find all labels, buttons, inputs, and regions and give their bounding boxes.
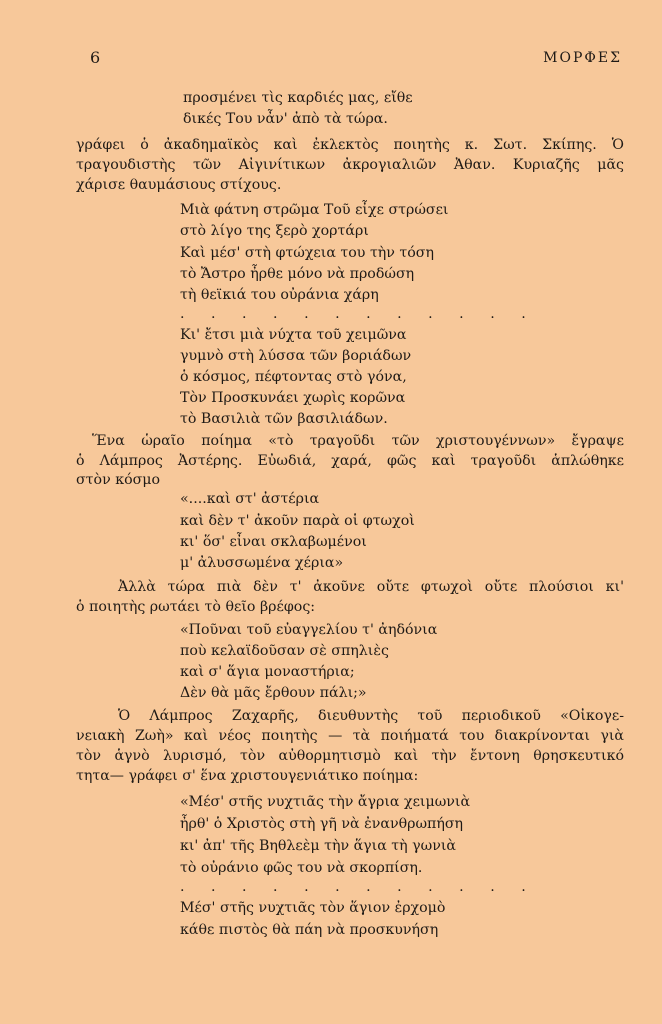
page-number: 6: [90, 48, 101, 67]
prose-line: Ὁ Λάμπρος Ζαχαρῆς, διευθυντὴς τοῦ περιοδικοῦ «Οἰκογε-: [118, 708, 624, 724]
verse-line: ὁ κόσμος, πέφτοντας στὸ γόνα,: [180, 369, 407, 385]
verse-line: κι' ἀπ' τῆς Βηθλεὲμ τὴν ἅγια τὴ γωνιὰ: [180, 838, 456, 854]
verse-line: Κι' ἔτσι μιὰ νύχτα τοῦ χειμῶνα: [180, 327, 407, 343]
verse-line: τὸ Ἄστρο ἦρθε μόνο νὰ προδώση: [180, 266, 415, 282]
verse-line: μ' ἀλυσσωμένα χέρια»: [180, 555, 344, 571]
page-header: [0, 48, 662, 70]
verse-line: καὶ δὲν τ' ἀκοῦν παρὰ οἱ φτωχοὶ: [180, 513, 415, 529]
verse-line: προσμένει τὶς καρδιές μας, εἴθε: [183, 90, 413, 106]
ellipsis-row: . . . . . . . . . . . .: [180, 306, 537, 322]
prose-line: νειακὴ Ζωὴ» καὶ νέος ποιητὴς — τὰ ποιήματά του διακρίνονται γιὰ: [76, 728, 624, 744]
verse-line: Μέσ' στῆς νυχτιᾶς τὸν ἅγιον ἐρχομὸ: [180, 900, 446, 916]
ellipsis-row: . . . . . . . . . . . .: [180, 879, 537, 895]
prose-line: γράφει ὁ ἀκαδημαϊκὸς καὶ ἐκλεκτὸς ποιητὴς κ. Σωτ. Σκίπης. Ὁ: [76, 137, 624, 153]
verse-line: τὴ θεϊκιά του οὐράνια χάρη: [180, 287, 379, 303]
prose-line: ὁ Λάμπρος Ἀστέρης. Εὐωδιά, χαρά, φῶς καὶ τραγοῦδι ἁπλώθηκε: [76, 453, 624, 469]
verse-line: «Μέσ' στῆς νυχτιᾶς τὴν ἄγρια χειμωνιὰ: [180, 794, 471, 810]
prose-line: τὸν ἁγνὸ λυρισμό, τὸν αὐθορμητισμὸ καὶ τὴν ἔντονη θρησκευτικό: [76, 748, 624, 764]
verse-line: ποὺ κελαϊδοῦσαν σὲ σπηλιὲς: [180, 643, 389, 659]
verse-line: «....καὶ στ' ἀστέρια: [180, 491, 320, 507]
prose-line: χάρισε θαυμάσιους στίχους.: [76, 177, 282, 193]
verse-line: καὶ σ' ἅγια μοναστήρια;: [180, 664, 355, 680]
verse-line: Τὸν Προσκυνάει χωρὶς κορῶνα: [180, 390, 406, 406]
prose-line: Ἀλλὰ τώρα πιὰ δὲν τ' ἀκοῦνε οὔτε φτωχοὶ οὔτε πλούσιοι κι': [118, 579, 624, 595]
verse-line: κάθε πιστὸς θὰ πάη νὰ προσκυνήση: [180, 922, 439, 938]
verse-line: τὸ οὐράνιο φῶς του νὰ σκορπίση.: [180, 860, 423, 876]
prose-line: Ἕνα ὡραῖο ποίημα «τὸ τραγοῦδι τῶν χριστουγέννων» ἔγραψε: [92, 433, 624, 449]
prose-line: τητα— γράφει σ' ἕνα χριστουγενιάτικο ποίημα:: [76, 768, 419, 784]
verse-line: δικές Του νἆν' ἀπὸ τὰ τώρα.: [183, 111, 388, 127]
prose-line: ὁ ποιητὴς ρωτάει τὸ θεῖο βρέφος:: [76, 599, 316, 615]
verse-line: ἦρθ' ὁ Χριστὸς στὴ γῆ νὰ ἐνανθρωπήση: [180, 816, 464, 832]
verse-line: Μιὰ φάτνη στρῶμα Τοῦ εἶχε στρώσει: [180, 202, 449, 218]
verse-line: Καὶ μέσ' στὴ φτώχεια του τὴν τόση: [180, 245, 434, 261]
prose-line: τραγουδιστὴς τῶν Αἰγινίτικων ἀκρογιαλιῶν Ἀθαν. Κυριαζῆς μᾶς: [76, 157, 624, 173]
verse-line: τὸ Βασιλιὰ τῶν βασιλιάδων.: [180, 411, 388, 427]
verse-line: κι' ὅσ' εἶναι σκλαβωμένοι: [180, 534, 367, 550]
prose-line: στὸν κόσμο: [76, 472, 161, 488]
verse-line: Δὲν θὰ μᾶς ἔρθουν πάλι;»: [180, 685, 367, 701]
verse-line: γυμνὸ στὴ λύσσα τῶν βοριάδων: [180, 348, 412, 364]
running-title: ΜΟΡΦΕΣ: [543, 50, 622, 66]
verse-line: στὸ λίγο της ξερὸ χορτάρι: [180, 223, 369, 239]
verse-line: «Ποῦναι τοῦ εὐαγγελίου τ' ἀηδόνια: [180, 622, 438, 638]
